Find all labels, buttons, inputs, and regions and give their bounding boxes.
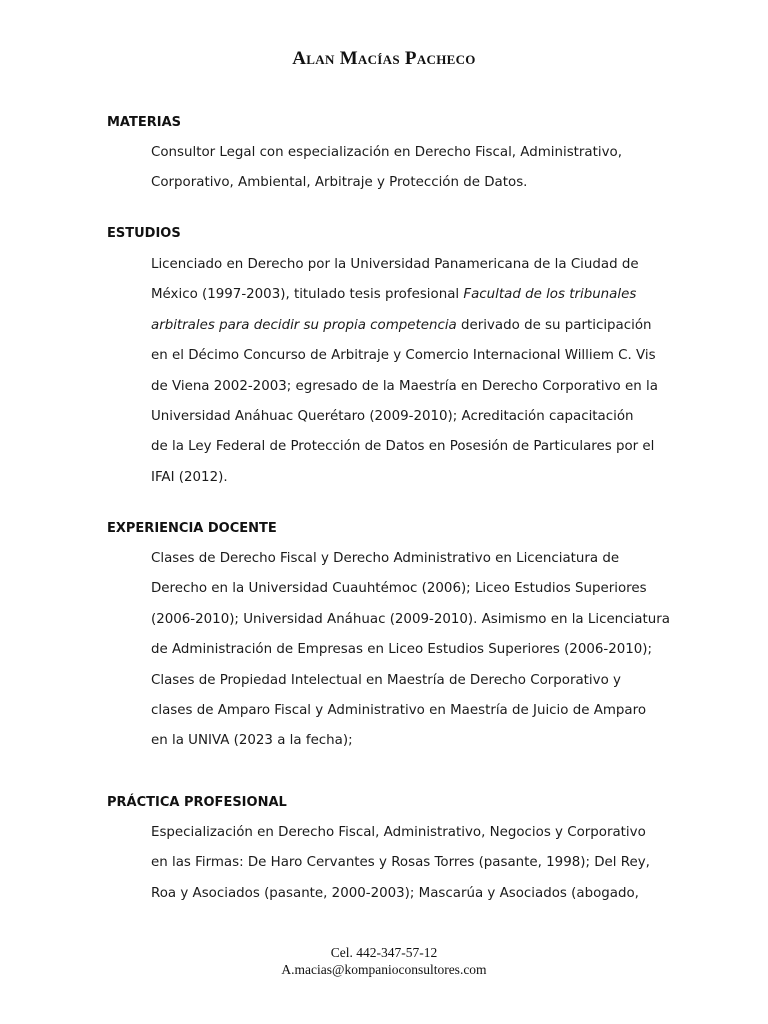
text-line: de la Ley Federal de Protección de Datos en Posesión de Particulares por el [151,439,655,455]
text-line [151,280,667,310]
text-line: de Viena 2002-2003; egresado de la Maestría en Derecho Corporativo en la [151,378,658,394]
text-line: clases de Amparo Fiscal y Administrativo en Maestría de Juicio de Amparo [151,702,647,718]
section-body-practica [107,818,667,909]
text-line: Clases de Derecho Fiscal y Derecho Administrativo en Licenciatura de [151,551,620,566]
thesis-title: arbitrales para decidir su propia competencia [151,317,457,333]
text-line: en el Décimo Concurso de Arbitraje y Comercio Internacional Williem C. Vis [151,348,656,364]
text-line: Especialización en Derecho Fiscal, Administrativo, Negocios y Corporativo [151,825,646,840]
text-segment: México (1997-2003), titulado tesis profesional [151,287,464,303]
text-line: Derecho en la Universidad Cuauhtémoc (2006); Liceo Estudios Superiores [151,581,647,597]
section-docente [107,521,670,757]
text-line: Licenciado en Derecho por la Universidad Panamericana de la Ciudad de [151,257,639,272]
section-heading-estudios: ESTUDIOS [107,226,181,241]
footer-contact [0,944,768,978]
section-body-docente [107,544,670,757]
text-line: (2006-2010); Universidad Anáhuac (2009-2010). Asimismo en la Licenciatura [151,611,670,627]
text-line: Consultor Legal con especialización en Derecho Fiscal, Administrativo, [151,145,622,160]
section-heading-docente: EXPERIENCIA DOCENTE [107,521,277,536]
section-heading-materias: MATERIAS [107,115,182,130]
text-line [151,311,667,341]
section-body-estudios [107,250,667,493]
text-line: en las Firmas: De Haro Cervantes y Rosas Torres (pasante, 1998); Del Rey, [151,855,650,871]
thesis-title: Facultad de los tribunales [463,287,637,303]
section-practica [107,795,667,909]
footer-phone: Cel. 442-347-57-12 [330,945,438,960]
text-line: de Administración de Empresas en Liceo Estudios Superiores (2006-2010); [151,642,653,658]
text-line: Universidad Anáhuac Querétaro (2009-2010); Acreditación capacitación [151,408,634,424]
section-heading-practica: PRÁCTICA PROFESIONAL [107,795,287,810]
section-estudios [107,226,667,493]
text-line: Clases de Propiedad Intelectual en Maestría de Derecho Corporativo y [151,672,621,688]
text-line: Roa y Asociados (pasante, 2000-2003); Mascarúa y Asociados (abogado, [151,885,639,901]
page-title: Alan Macías Pacheco [292,48,476,69]
text-segment: derivado de su participación [456,317,652,333]
section-body-materias [107,138,667,199]
section-materias [107,115,667,199]
text-line: Corporativo, Ambiental, Arbitraje y Protección de Datos. [151,175,528,191]
text-line: en la UNIVA (2023 a la fecha); [151,733,353,749]
text-line: IFAI (2012). [151,469,228,485]
footer-email[interactable]: A.macias@kompanioconsultores.com [281,962,487,977]
